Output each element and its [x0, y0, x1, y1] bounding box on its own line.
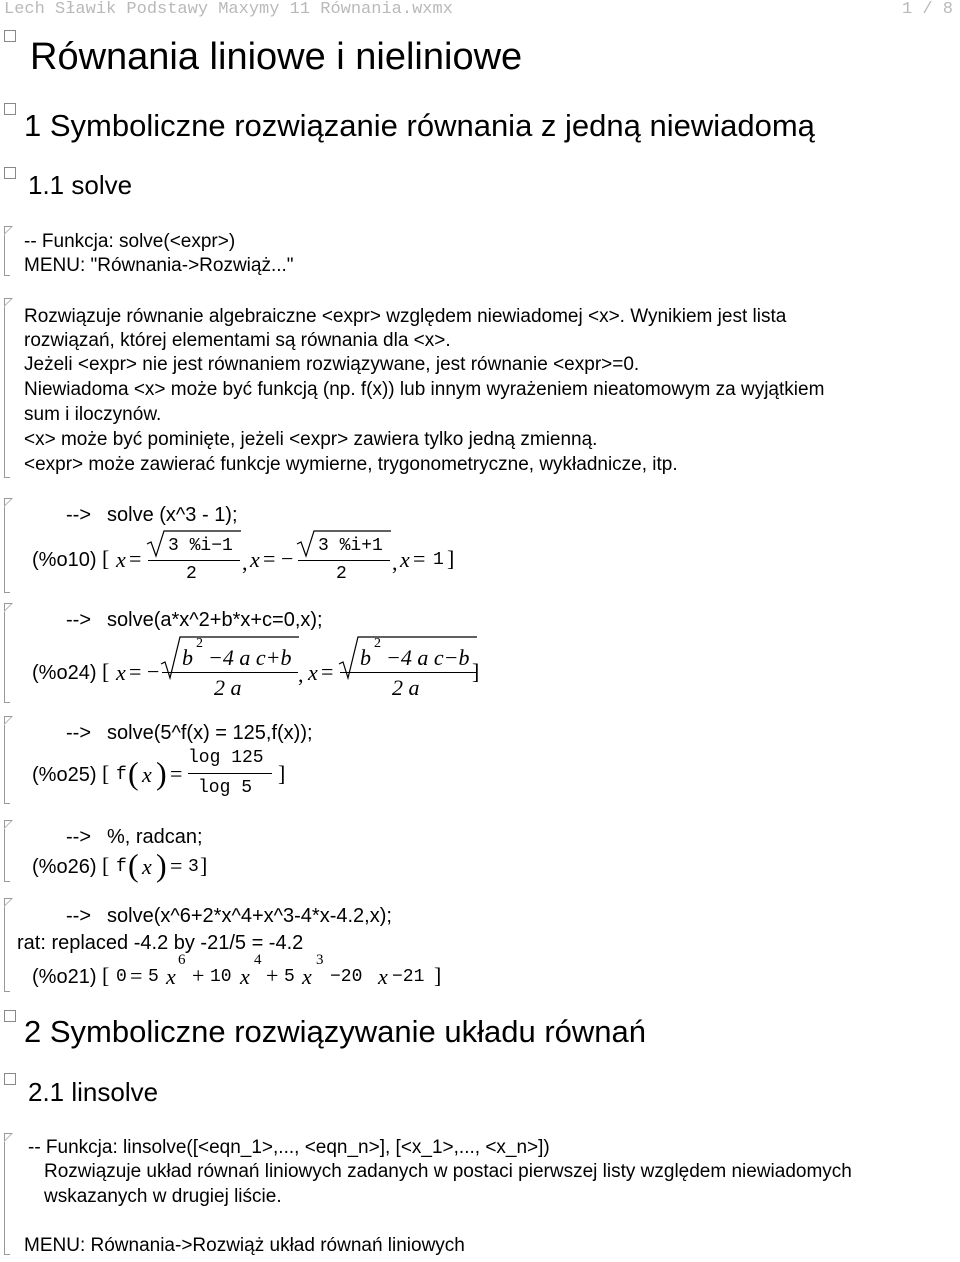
text-line: MENU: "Równania->Rozwiąż..." [24, 255, 294, 276]
input-prompt: --> [66, 722, 91, 744]
radicand: −4 a c−b [386, 645, 470, 670]
cell-bracket [4, 307, 10, 478]
var-x: x [116, 547, 126, 572]
numerator: 3 %i−1 [168, 536, 233, 556]
text-line: MENU: Równania->Rozwiąż układ równań liniowych [24, 1235, 465, 1256]
cell-bracket [4, 612, 10, 703]
bracket-open: [ [102, 853, 110, 878]
cell-bracket-icon[interactable] [4, 898, 13, 907]
cell-bracket-icon[interactable] [4, 1133, 13, 1142]
equals: = [170, 761, 183, 786]
fraction-bar [148, 560, 240, 561]
var-x: x [142, 762, 152, 787]
denominator: log 5 [198, 778, 253, 798]
cell-marker-icon[interactable] [4, 167, 16, 179]
fraction-bar [298, 560, 390, 561]
text-line: -- Funkcja: solve(<expr>) [24, 231, 236, 252]
value: 1 [433, 550, 444, 570]
subsection-heading: 1.1 solve [28, 170, 133, 200]
term: −21 [392, 967, 425, 987]
denominator: 2 a [214, 675, 242, 700]
radicand: −4 a c+b [208, 645, 292, 670]
var-x: x [378, 964, 388, 989]
section-heading: 1 Symboliczne rozwiązanie równania z jedną niewiadomą [24, 108, 815, 143]
bracket-close: ] [434, 963, 442, 988]
coefficient: 5 [284, 967, 295, 987]
var-x: x [240, 964, 250, 989]
comma: , [242, 550, 248, 575]
warning-message: rat: replaced -4.2 by -21/5 = -4.2 [17, 932, 304, 954]
equals: = [413, 546, 426, 571]
numerator: log 125 [188, 748, 264, 768]
bracket-open: [ [102, 546, 110, 571]
paren-open: ( [128, 755, 139, 791]
cell-bracket [4, 507, 10, 593]
minus: − [147, 659, 160, 684]
output-label: (%o25) [32, 764, 97, 786]
fraction-bar [188, 773, 272, 774]
text-line: sum i iloczynów. [24, 404, 162, 425]
text-line: wskazanych w drugiej liście. [44, 1186, 282, 1207]
input-line[interactable]: solve (x^3 - 1); [107, 504, 238, 526]
value: 3 [188, 857, 199, 877]
plus: + [192, 963, 205, 988]
comma: , [298, 662, 304, 687]
subsection-heading: 2.1 linsolve [28, 1077, 159, 1107]
text-line: rozwiązań, której elementami są równania dla <x>. [24, 330, 451, 351]
paren-open: ( [128, 847, 139, 883]
input-prompt: --> [66, 826, 91, 848]
numerator: 3 %i+1 [318, 536, 383, 556]
text-line: -- Funkcja: linsolve([<eqn_1>,..., <eqn_n>], [<x_1>,..., <x_n>]) [28, 1137, 550, 1158]
exponent: 6 [178, 952, 186, 968]
cell-bracket [4, 1142, 10, 1255]
text-line: Niewiadoma <x> może być funkcją (np. f(x)) lub innym wyrażeniem nieatomowym za wyjątkiem [24, 379, 825, 400]
var-x: x [166, 964, 176, 989]
paren-close: ) [156, 847, 167, 883]
cell-marker-icon[interactable] [4, 1073, 16, 1085]
text-line: Rozwiązuje równanie algebraiczne <expr> względem niewiadomej <x>. Wynikiem jest lista [24, 306, 787, 327]
exponent: 3 [316, 952, 324, 968]
bracket-close: ] [278, 761, 286, 786]
equals: = [321, 659, 334, 684]
var-b: b [182, 645, 193, 670]
plus: + [266, 963, 279, 988]
bracket-open: [ [102, 963, 110, 988]
text-line: Jeżeli <expr> nie jest równaniem rozwiązywane, jest równanie <expr>=0. [24, 354, 640, 375]
term: −20 [330, 967, 363, 987]
function-name: f [116, 765, 127, 785]
cell-bracket-icon[interactable] [4, 226, 13, 235]
cell-bracket [4, 235, 10, 276]
cell-marker-icon[interactable] [4, 103, 16, 115]
function-name: f [116, 857, 127, 877]
fraction-bar [340, 672, 476, 673]
text-line: Rozwiązuje układ równań liniowych zadanych w postaci pierwszej listy względem niewiadomych [44, 1161, 852, 1182]
bracket-close: ] [447, 546, 455, 571]
cell-bracket [4, 829, 10, 882]
exponent: 2 [196, 636, 203, 651]
equals: = [263, 546, 276, 571]
text-line: <expr> może zawierać funkcje wymierne, trygonometryczne, wykładnicze, itp. [24, 454, 678, 475]
cell-marker-icon[interactable] [4, 1010, 16, 1022]
input-line[interactable]: solve(a*x^2+b*x+c=0,x); [107, 609, 323, 631]
denominator: 2 [336, 564, 347, 584]
cell-bracket-icon[interactable] [4, 498, 13, 507]
bracket-open: [ [102, 659, 110, 684]
exponent: 4 [254, 952, 262, 968]
cell-bracket [4, 907, 10, 992]
output-label: (%o21) [32, 966, 97, 988]
input-prompt: --> [66, 504, 91, 526]
fraction-bar [162, 672, 298, 673]
section-heading: 2 Symboliczne rozwiązywanie układu równań [24, 1014, 647, 1049]
cell-bracket-icon[interactable] [4, 716, 13, 725]
text-line: <x> może być pominięte, jeżeli <expr> zawiera tylko jedną zmienną. [24, 429, 598, 450]
denominator: 2 [186, 564, 197, 584]
input-line[interactable]: %, radcan; [107, 826, 203, 848]
minus: − [281, 546, 294, 571]
coefficient: 10 [210, 967, 232, 987]
document-title: Lech Sławik Podstawy Maxymy 11 Równania.wxmx [4, 0, 453, 19]
value: 0 [116, 967, 127, 987]
bracket-close: ] [472, 659, 480, 684]
page-number: 1 / 8 [902, 0, 954, 19]
equals: = [130, 963, 143, 988]
page-title: Równania liniowe i nieliniowe [30, 36, 523, 78]
input-line[interactable]: solve(x^6+2*x^4+x^3-4*x-4.2,x); [107, 905, 392, 927]
paren-close: ) [156, 755, 167, 791]
input-prompt: --> [66, 609, 91, 631]
exponent: 2 [374, 636, 381, 651]
equals: = [129, 659, 142, 684]
output-label: (%o10) [32, 549, 97, 571]
var-x: x [302, 964, 312, 989]
cell-bracket-icon[interactable] [4, 298, 13, 307]
equals: = [170, 853, 183, 878]
cell-marker-icon[interactable] [4, 30, 16, 42]
var-x: x [250, 547, 260, 572]
var-b: b [360, 645, 371, 670]
denominator: 2 a [392, 675, 420, 700]
bracket-close: ] [200, 853, 208, 878]
equals: = [129, 546, 142, 571]
bracket-open: [ [102, 761, 110, 786]
var-x: x [400, 547, 410, 572]
var-x: x [116, 660, 126, 685]
coefficient: 5 [148, 967, 159, 987]
cell-bracket-icon[interactable] [4, 820, 13, 829]
var-x: x [308, 660, 318, 685]
input-prompt: --> [66, 905, 91, 927]
output-label: (%o24) [32, 662, 97, 684]
output-label: (%o26) [32, 856, 97, 878]
cell-bracket [4, 725, 10, 804]
var-x: x [142, 854, 152, 879]
cell-bracket-icon[interactable] [4, 603, 13, 612]
comma: , [392, 550, 398, 575]
input-line[interactable]: solve(5^f(x) = 125,f(x)); [107, 722, 313, 744]
